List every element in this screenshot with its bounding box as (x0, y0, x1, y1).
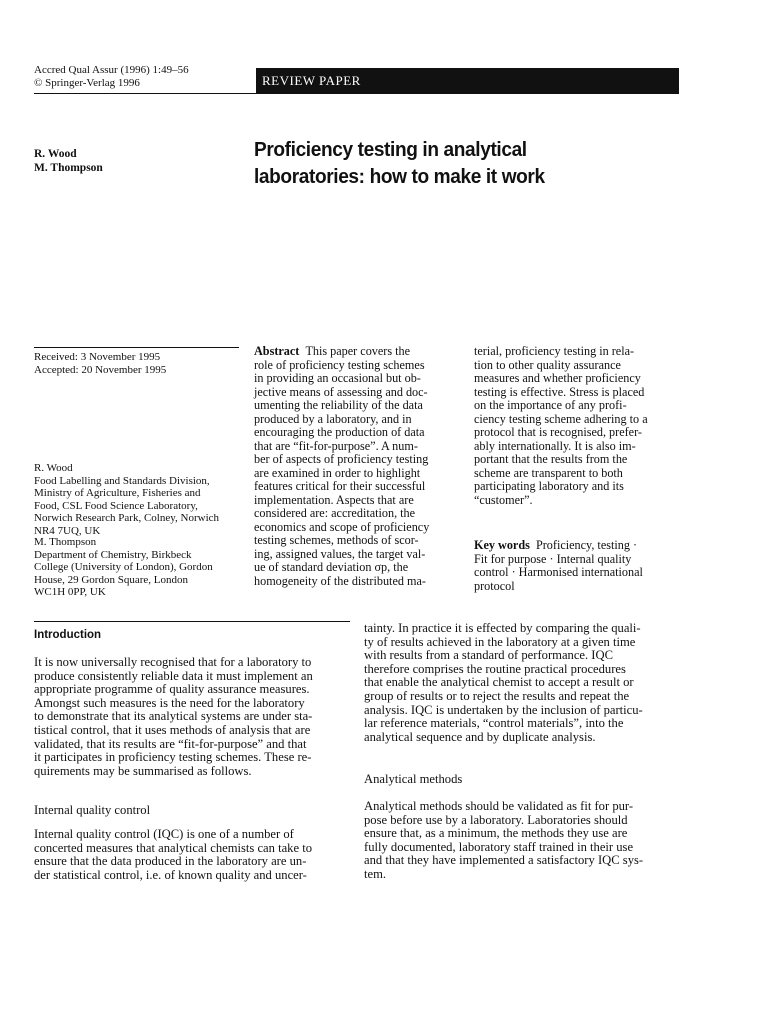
abstract-line: participating laboratory and its (474, 479, 624, 493)
body-line: tem. (364, 866, 387, 881)
body-line: It is now universally recognised that for a laboratory to (34, 655, 312, 669)
abstract-line: testing schemes, methods of scor- (254, 533, 419, 547)
abstract-line: considered are: accreditation, the (254, 506, 416, 520)
body-line: and that they have implemented a satisfactory IQC sys- (364, 853, 644, 868)
affiliation-line: College (University of London), Gordon (34, 561, 213, 573)
accepted-date: Accepted: 20 November 1995 (34, 363, 167, 376)
author-list (34, 148, 103, 175)
introduction-paragraph (34, 656, 350, 778)
title-line: laboratories: how to make it work (254, 165, 545, 188)
body-line: pose before use by a laboratory. Laboratories should (364, 812, 628, 827)
body-line: group of results or to reject the results and repeat the (364, 688, 630, 703)
keywords-line: Key words Proficiency, testing · (474, 538, 638, 552)
body-line: Internal quality control (IQC) is one of a number of (34, 827, 294, 841)
affiliation-line: NR4 7UQ, UK (34, 524, 101, 537)
abstract-line: homogeneity of the distributed ma- (254, 573, 426, 588)
abstract-line: umenting the reliability of the data (254, 398, 423, 412)
analytical-methods-paragraph (364, 800, 679, 882)
body-line: it participates in proficiency testing schemes. These re- (34, 750, 312, 765)
abstract-line: produced by a laboratory, and in (254, 411, 412, 426)
body-line: der statistical control, i.e. of known quality and uncer- (34, 867, 307, 882)
abstract-line: on the importance of any profi- (474, 398, 627, 412)
journal-citation-line: Accred Qual Assur (1996) 1:49–56 (34, 64, 189, 76)
affiliation-line: Department of Chemistry, Birkbeck (34, 548, 192, 561)
abstract-column-1 (254, 345, 466, 588)
keywords-label: Key words (474, 538, 530, 552)
abstract-line: jective means of assessing and doc- (254, 384, 428, 399)
author-name: R. Wood (34, 148, 77, 160)
body-line: to demonstrate that its analytical systems are under sta- (34, 709, 313, 724)
introduction-rule (34, 621, 350, 622)
abstract-line: are examined in order to highlight (254, 465, 421, 480)
affiliation-line: Norwich Research Park, Colney, Norwich (34, 512, 220, 524)
abstract-line: in providing an occasional but ob- (254, 371, 421, 385)
abstract-line: ue of standard deviation σp, the (254, 560, 409, 574)
submission-dates (34, 351, 166, 376)
abstract-line: implementation. Aspects that are (254, 492, 414, 507)
abstract-line: testing is effective. Stress is placed (474, 384, 645, 399)
body-line: appropriate programme of quality assurance measures. (34, 682, 310, 697)
author-name: M. Thompson (34, 161, 103, 174)
body-line: fully documented, laboratory staff trained in their use (364, 839, 634, 854)
abstract-line: portant that the results from the (474, 452, 628, 466)
received-date: Received: 3 November 1995 (34, 351, 161, 363)
abstract-line: terial, proficiency testing in rela- (474, 344, 635, 358)
body-line: ty of results achieved in the laboratory at a given time (364, 634, 636, 649)
body-line: analysis. IQC is undertaken by the inclusion of particu- (364, 702, 643, 717)
abstract-line: that are “fit-for-purpose”. A num- (254, 438, 418, 453)
affiliation-line: Food, CSL Food Science Laboratory, (34, 499, 198, 512)
body-line: tistical control, that it uses methods of analysis that are (34, 722, 311, 737)
abstract-line: ciency testing scheme adhering to a (474, 411, 648, 426)
title-line: Proficiency testing in analytical (254, 138, 527, 161)
journal-citation (34, 64, 189, 90)
abstract-line: measures and whether proficiency (474, 371, 641, 385)
abstract-column-2 (474, 345, 684, 507)
abstract-line: ably internationally. It is also im- (474, 438, 636, 453)
body-line: concerted measures that analytical chemists can take to (34, 840, 312, 855)
body-line: analytical sequence and by duplicate analysis. (364, 729, 596, 744)
iqc-heading: Internal quality control (34, 803, 151, 817)
affiliation-name: R. Wood (34, 462, 73, 474)
section-banner: REVIEW PAPER (256, 68, 679, 94)
body-line: Analytical methods should be validated as fit for pur- (364, 799, 634, 813)
abstract-line: economics and scope of proficiency (254, 519, 430, 534)
abstract-line: role of proficiency testing schemes (254, 357, 425, 372)
abstract-line: “customer”. (474, 492, 533, 507)
paper-title (254, 136, 663, 190)
abstract-line: protocol that is recognised, prefer- (474, 425, 642, 439)
affiliation-line: House, 29 Gordon Square, London (34, 573, 188, 586)
iqc-continued-paragraph (364, 622, 679, 744)
body-line: produce consistently reliable data it must implement an (34, 668, 313, 683)
abstract-line: Abstract This paper covers the (254, 344, 411, 358)
header-rule (34, 93, 256, 94)
body-line: that enable the analytical chemist to accept a result or (364, 675, 634, 690)
keywords-line: control · Harmonised international (474, 565, 643, 579)
introduction-heading: Introduction (34, 629, 102, 641)
analytical-methods-heading: Analytical methods (364, 772, 463, 786)
affiliation-thompson (34, 536, 249, 599)
dates-rule (34, 347, 239, 348)
abstract-line: features critical for their successful (254, 479, 426, 493)
iqc-paragraph (34, 828, 350, 882)
body-line: ensure that the data produced in the laboratory are un- (34, 854, 307, 869)
keywords (474, 539, 689, 593)
body-line: ensure that, as a minimum, the methods they use are (364, 826, 628, 841)
body-line: validated, that its results are “fit-for-purpose” and that (34, 736, 307, 751)
abstract-line: scheme are transparent to both (474, 465, 623, 480)
affiliation-name: M. Thompson (34, 536, 97, 548)
copyright-line: © Springer-Verlag 1996 (34, 77, 140, 89)
body-line: therefore comprises the routine practical procedures (364, 661, 626, 676)
body-line: Amongst such measures is the need for the laboratory (34, 695, 305, 710)
body-line: quirements may be summarised as follows. (34, 763, 252, 778)
body-line: tainty. In practice it is effected by comparing the quali- (364, 621, 641, 635)
affiliation-line: Ministry of Agriculture, Fisheries and (34, 487, 201, 499)
affiliation-wood (34, 462, 249, 537)
abstract-line: tion to other quality assurance (474, 357, 621, 372)
abstract-line: ber of aspects of proficiency testing (254, 452, 429, 466)
body-line: with results from a standard of performance. IQC (364, 648, 613, 663)
affiliation-line: Food Labelling and Standards Division, (34, 474, 210, 487)
abstract-label: Abstract (254, 344, 300, 358)
affiliation-line: WC1H 0PP, UK (34, 586, 106, 598)
abstract-line: encouraging the production of data (254, 425, 425, 439)
abstract-line: ing, assigned values, the target val- (254, 546, 426, 561)
body-line: lar reference materials, “control materials”, into the (364, 716, 624, 731)
keywords-line: Fit for purpose · Internal quality (474, 551, 632, 566)
keywords-line: protocol (474, 578, 515, 593)
